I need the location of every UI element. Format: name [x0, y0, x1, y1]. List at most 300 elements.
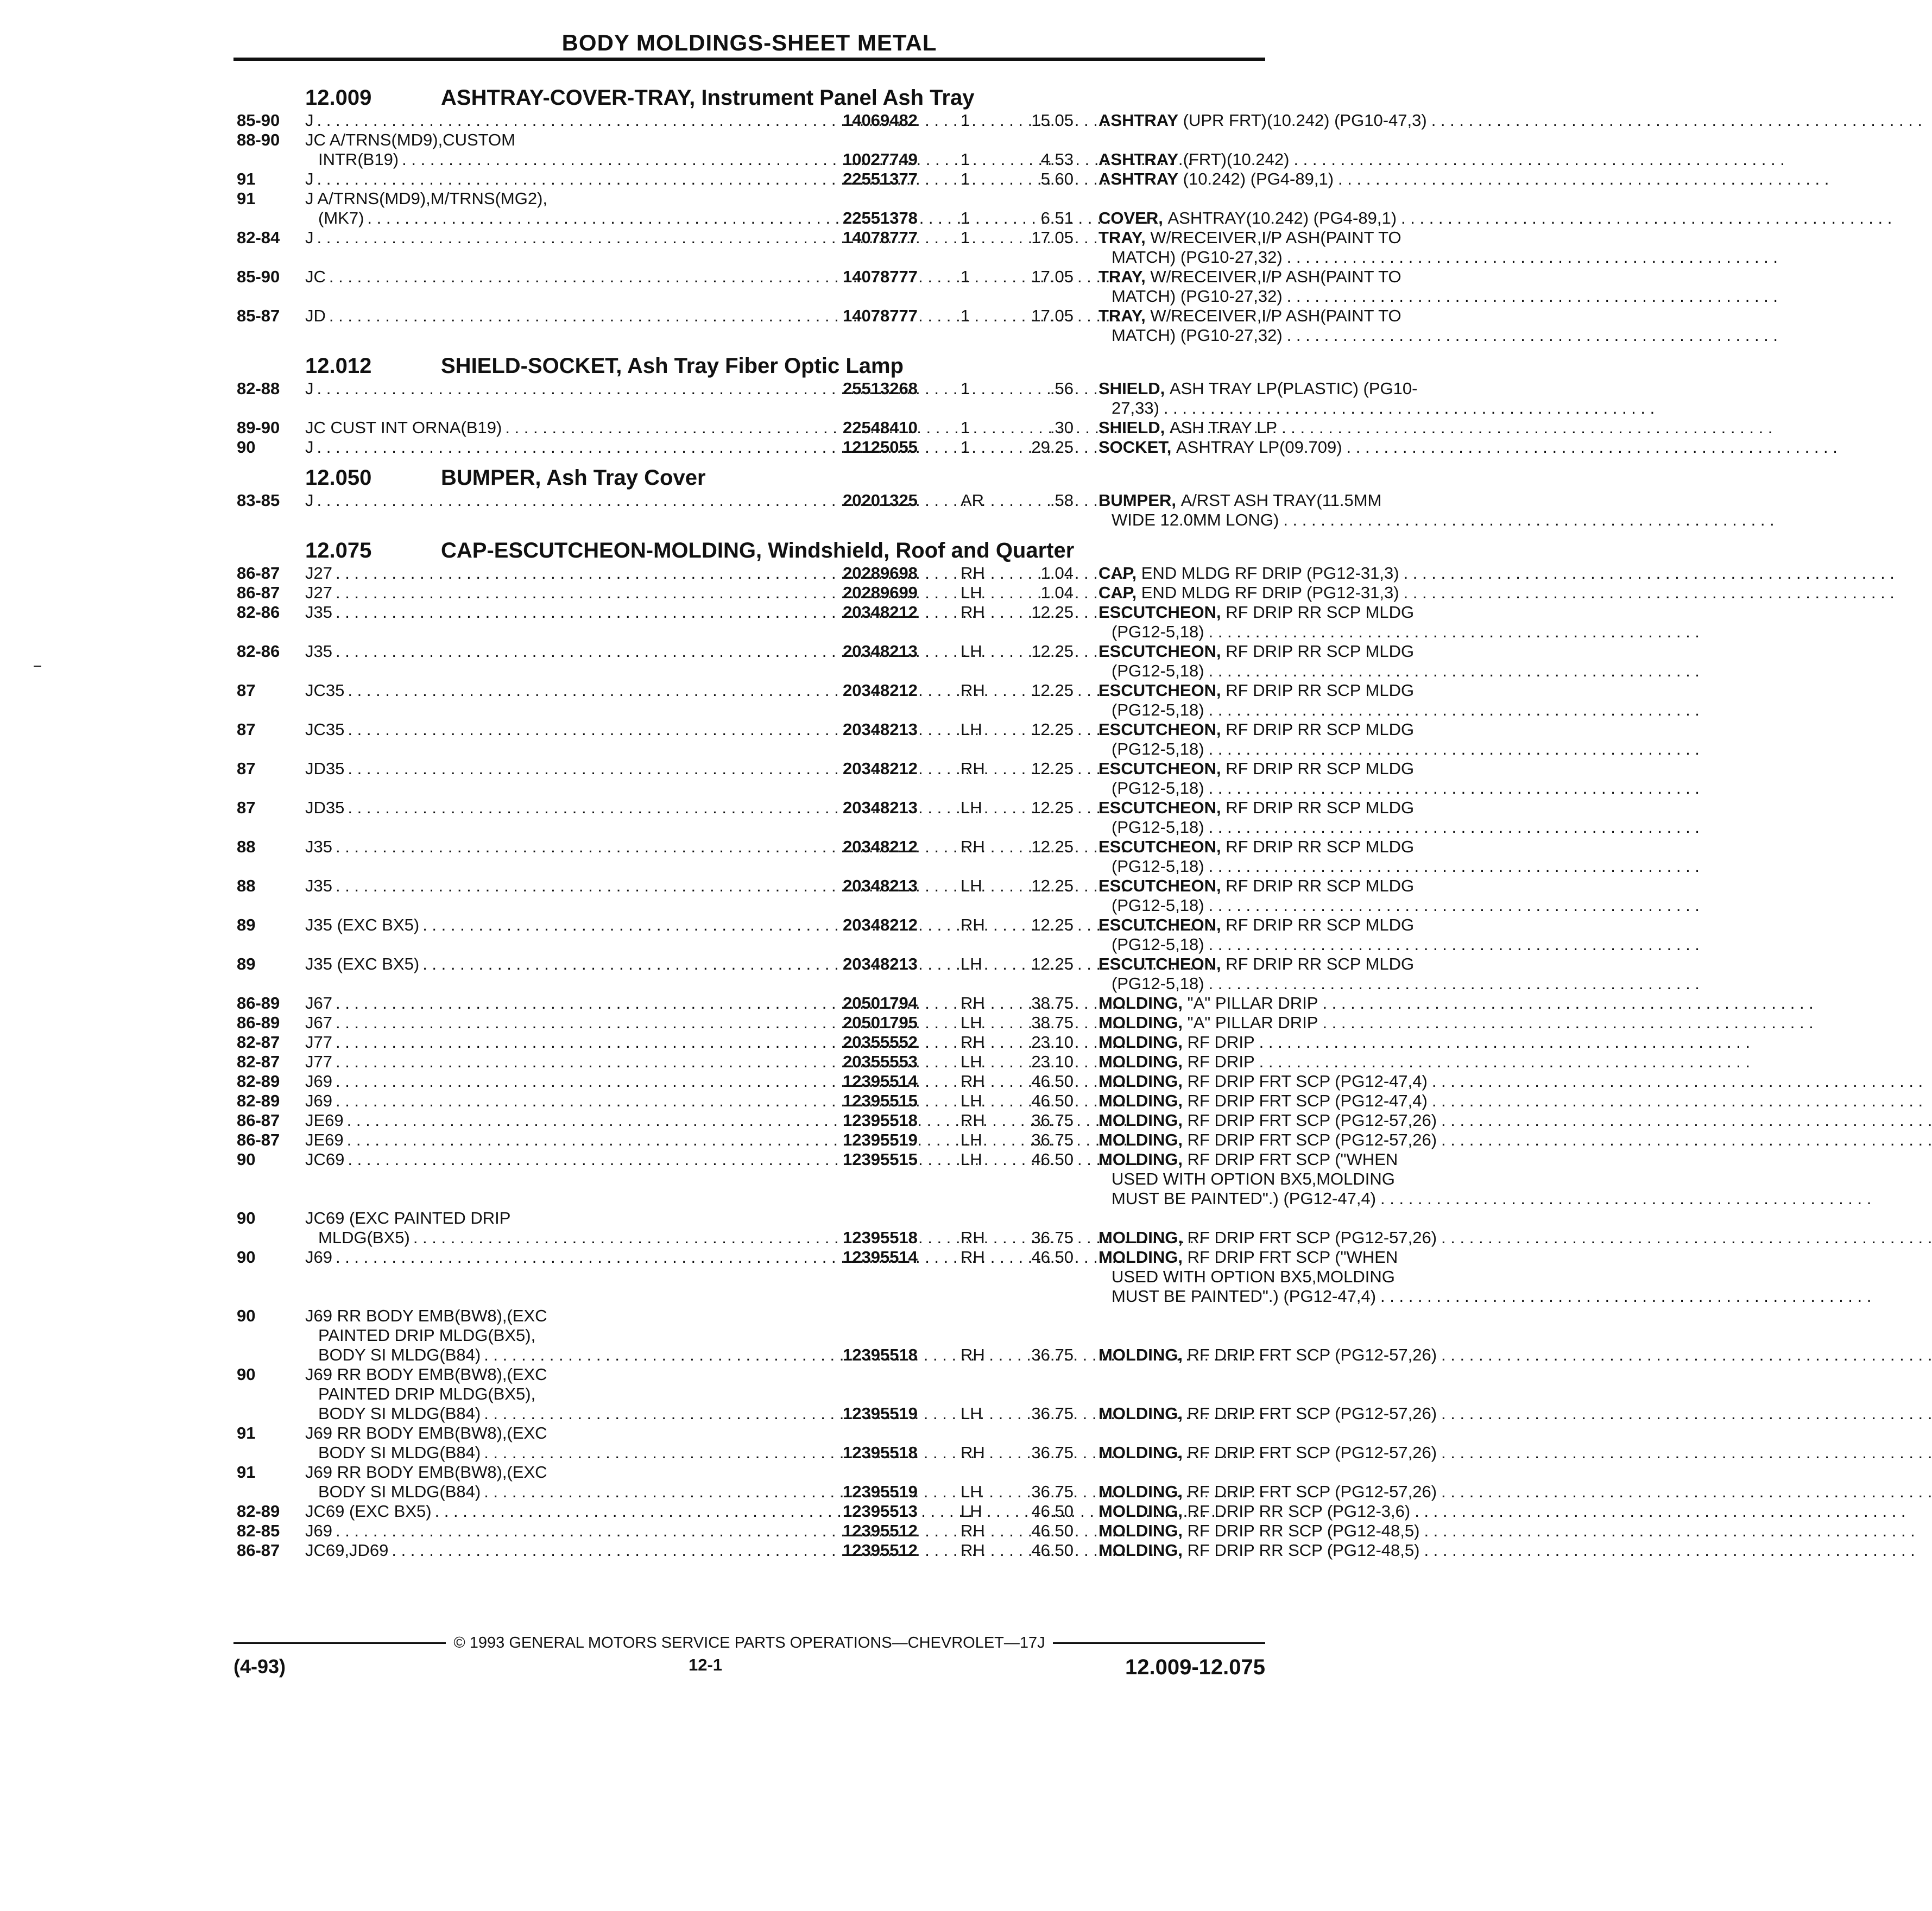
usage-line	[305, 1091, 843, 1111]
description-text: RF DRIP FRT SCP (PG12-47,4)	[1187, 1091, 1428, 1110]
usage-line	[305, 720, 843, 739]
price: 12.25	[1031, 681, 1074, 700]
usage-line	[305, 837, 843, 857]
part-number: 20348213	[843, 798, 918, 817]
usage-text: JC35	[305, 681, 345, 700]
page-title: BODY MOLDINGS-SHEET METAL	[561, 30, 937, 55]
usage-text: JC35	[305, 720, 345, 739]
price: 36.75	[1031, 1345, 1074, 1364]
leader-dots	[348, 681, 1138, 700]
table-row	[237, 1130, 1437, 1150]
price: 46.50	[1031, 1091, 1074, 1110]
description-line	[1098, 837, 1700, 857]
leader-dots	[505, 418, 1296, 438]
price: 23.10	[1031, 1052, 1074, 1071]
model-year: 91	[237, 1423, 256, 1442]
description-title: MOLDING,	[1098, 1541, 1183, 1560]
usage-line	[305, 564, 843, 583]
usage-line	[305, 681, 843, 700]
price: 12.25	[1031, 798, 1074, 817]
description-line	[1098, 935, 1700, 954]
section-name	[441, 356, 904, 376]
leader-dots	[336, 642, 1126, 661]
usage-cell	[305, 603, 843, 642]
model-year: 88-90	[237, 130, 280, 149]
model-year: 90	[237, 1248, 256, 1267]
quantity: LH	[961, 583, 982, 602]
price: 12.25	[1031, 603, 1074, 622]
description-text: (PG12-5,18)	[1112, 739, 1204, 758]
description-text: RF DRIP RR SCP MLDG	[1226, 837, 1415, 856]
price: 6.51	[1040, 208, 1074, 227]
description-text: MATCH) (PG10-27,32)	[1112, 287, 1283, 306]
usage-text: J35	[305, 642, 332, 661]
leader-dots	[348, 1150, 1138, 1169]
leader-dots	[336, 603, 1126, 622]
usage-line	[305, 189, 843, 208]
description-cell	[1098, 438, 1838, 457]
table-row	[237, 603, 1415, 642]
description-line	[1098, 491, 1775, 510]
description-line	[1098, 1228, 1932, 1248]
price: 15.05	[1031, 111, 1074, 130]
model-year: 88	[237, 837, 256, 856]
usage-cell	[305, 130, 843, 169]
usage-text: J67	[305, 994, 332, 1013]
part-number: 20289699	[843, 583, 918, 602]
description-title: ESCUTCHEON,	[1098, 915, 1221, 934]
usage-line	[305, 954, 843, 974]
part-number: 20348212	[843, 837, 918, 856]
description-line	[1098, 681, 1700, 700]
description-line	[1098, 896, 1700, 915]
description-cell	[1098, 1208, 1932, 1248]
description-title: MOLDING,	[1098, 1111, 1183, 1130]
footer-rule-right	[1053, 1642, 1265, 1644]
leader-dots	[1209, 896, 1700, 915]
description-line	[1098, 759, 1700, 779]
usage-cell	[305, 228, 843, 267]
model-year: 90	[237, 438, 256, 457]
section-name	[441, 468, 706, 488]
leader-dots	[336, 837, 1126, 857]
quantity: RH	[961, 681, 985, 700]
usage-cell	[305, 994, 843, 1013]
price: .56	[1050, 379, 1074, 398]
description-line	[1098, 739, 1700, 759]
table-row	[237, 1052, 1268, 1072]
leader-dots	[336, 1072, 1126, 1091]
usage-cell	[305, 111, 843, 130]
usage-text: J A/TRNS(MD9),M/TRNS(MG2),	[305, 189, 548, 208]
table-row	[237, 1111, 1437, 1130]
usage-cell	[305, 642, 843, 681]
model-year: 86-87	[237, 564, 280, 583]
description-title: ASHTRAY	[1098, 150, 1178, 169]
description-text: RF DRIP FRT SCP (PG12-57,26)	[1187, 1228, 1437, 1247]
description-line	[1098, 1521, 1915, 1541]
leader-dots	[1338, 169, 1829, 189]
description-line	[1098, 228, 1778, 248]
usage-cell	[305, 438, 843, 457]
section-name	[441, 541, 1074, 560]
quantity: 1	[961, 267, 970, 286]
description-line	[1098, 208, 1892, 228]
description-text: RF DRIP FRT SCP ("WHEN	[1187, 1248, 1398, 1267]
usage-text: JC A/TRNS(MD9),CUSTOM	[305, 130, 515, 149]
part-number: 25513268	[843, 379, 918, 398]
usage-line	[305, 1502, 843, 1521]
description-cell	[1098, 876, 1700, 915]
price: 12.25	[1031, 720, 1074, 739]
description-text: W/RECEIVER,I/P ASH(PAINT TO	[1150, 267, 1401, 286]
description-line	[1098, 1091, 1923, 1111]
leader-dots	[1322, 1013, 1813, 1033]
quantity: 1	[961, 418, 970, 437]
description-line	[1098, 287, 1778, 306]
section-name-bold: ASHTRAY-COVER-TRAY,	[441, 86, 696, 110]
model-year: 83-85	[237, 491, 280, 510]
description-text: RF DRIP RR SCP MLDG	[1226, 603, 1415, 622]
quantity: 1	[961, 438, 970, 457]
table-row	[237, 1463, 1437, 1502]
quantity: 1	[961, 111, 970, 130]
model-year: 85-90	[237, 111, 280, 130]
usage-text: J69	[305, 1072, 332, 1091]
description-cell	[1098, 1091, 1923, 1111]
table-row	[237, 491, 1382, 530]
table-row	[237, 1306, 1437, 1365]
model-year: 87	[237, 759, 256, 778]
part-number: 12125055	[843, 438, 918, 457]
description-title: SHIELD,	[1098, 418, 1165, 437]
description-text: ASH TRAY LP	[1169, 418, 1278, 437]
part-number: 12395514	[843, 1248, 918, 1267]
quantity: LH	[961, 1013, 982, 1032]
leader-dots	[1209, 818, 1700, 837]
quantity: RH	[961, 759, 985, 778]
usage-cell	[305, 1013, 843, 1033]
usage-line	[305, 208, 843, 228]
price: 46.50	[1031, 1541, 1074, 1560]
table-row	[237, 438, 1342, 457]
description-text: 27,33)	[1112, 398, 1159, 417]
description-title: MOLDING,	[1098, 1521, 1183, 1540]
part-number: 12395512	[843, 1521, 918, 1540]
quantity: LH	[961, 1052, 982, 1071]
part-number: 12395512	[843, 1541, 918, 1560]
quantity: LH	[961, 798, 982, 817]
model-year: 85-87	[237, 306, 280, 325]
description-title: MOLDING,	[1098, 1404, 1183, 1423]
usage-text: J35	[305, 876, 332, 895]
description-title: MOLDING,	[1098, 1013, 1183, 1032]
leader-dots	[1287, 248, 1778, 267]
table-row	[237, 915, 1415, 954]
parts-listing	[237, 77, 1437, 1560]
usage-line	[305, 1208, 843, 1228]
leader-dots	[317, 438, 1108, 457]
usage-cell	[305, 1423, 843, 1463]
usage-text: J69 RR BODY EMB(BW8),(EXC	[305, 1306, 547, 1325]
leader-dots	[336, 876, 1126, 896]
usage-text: BODY SI MLDG(B84)	[318, 1404, 481, 1423]
usage-text: J69	[305, 1091, 332, 1110]
leader-dots	[484, 1345, 1274, 1365]
part-number: 20289698	[843, 564, 918, 583]
description-text: (PG12-5,18)	[1112, 974, 1204, 993]
description-text: (PG12-5,18)	[1112, 622, 1204, 641]
description-text: (PG12-5,18)	[1112, 661, 1204, 680]
usage-line	[305, 111, 843, 130]
description-line	[1098, 379, 1655, 398]
part-number: 20355552	[843, 1033, 918, 1052]
usage-text: J	[305, 438, 314, 457]
leader-dots	[484, 1404, 1274, 1423]
quantity: RH	[961, 1541, 985, 1560]
quantity: 1	[961, 228, 970, 247]
description-text: (PG12-5,18)	[1112, 896, 1204, 915]
section-name-rest: Instrument Panel Ash Tray	[695, 86, 975, 110]
description-cell	[1098, 1541, 1915, 1560]
description-title: CAP,	[1098, 583, 1137, 602]
quantity: 1	[961, 169, 970, 188]
leader-dots	[1283, 510, 1774, 530]
price: 46.50	[1031, 1072, 1074, 1091]
description-cell	[1098, 1033, 1750, 1052]
description-line	[1098, 857, 1700, 876]
description-title: MOLDING,	[1098, 1443, 1183, 1462]
usage-cell	[305, 189, 843, 228]
model-year: 90	[237, 1306, 256, 1325]
model-year: 90	[237, 1365, 256, 1384]
usage-text: J	[305, 379, 314, 398]
description-text: USED WITH OPTION BX5,MOLDING	[1112, 1267, 1395, 1286]
usage-text: PAINTED DRIP MLDG(BX5),	[318, 1384, 536, 1403]
description-title: MOLDING,	[1098, 1150, 1183, 1169]
quantity: RH	[961, 1072, 985, 1091]
table-row	[237, 228, 1401, 267]
usage-line	[305, 1072, 843, 1091]
description-text: RF DRIP RR SCP MLDG	[1226, 798, 1415, 817]
page-number: 12-1	[688, 1655, 723, 1674]
description-line	[1098, 1072, 1923, 1091]
model-year: 86-89	[237, 1013, 280, 1032]
description-line	[1098, 1052, 1750, 1072]
table-row	[237, 111, 1427, 130]
description-line	[1098, 1033, 1750, 1052]
description-text: (UPR FRT)(10.242) (PG10-47,3)	[1183, 111, 1427, 130]
model-year: 82-89	[237, 1072, 280, 1091]
leader-dots	[1401, 208, 1892, 228]
usage-line	[305, 759, 843, 779]
usage-text: J	[305, 228, 314, 247]
margin-mark	[34, 666, 41, 667]
model-year: 86-89	[237, 994, 280, 1013]
quantity: RH	[961, 1248, 985, 1267]
quantity: LH	[961, 1502, 982, 1521]
part-number: 20348213	[843, 954, 918, 973]
quantity: LH	[961, 1130, 982, 1149]
description-title: ESCUTCHEON,	[1098, 837, 1221, 856]
leader-dots	[1209, 857, 1700, 876]
table-row	[237, 267, 1401, 306]
table-row	[237, 583, 1399, 603]
description-text: "A" PILLAR DRIP	[1187, 994, 1318, 1013]
usage-cell	[305, 954, 843, 994]
model-year: 91	[237, 189, 256, 208]
usage-cell	[305, 681, 843, 720]
table-row	[237, 1072, 1428, 1091]
table-row	[237, 1248, 1398, 1306]
description-line	[1098, 1169, 1871, 1189]
price: 17.05	[1031, 228, 1074, 247]
description-line	[1098, 818, 1700, 837]
description-title: MOLDING,	[1098, 1052, 1183, 1071]
usage-text: JC CUST INT ORNA(B19)	[305, 418, 502, 437]
usage-line	[305, 491, 843, 510]
usage-line	[305, 915, 843, 935]
quantity: LH	[961, 642, 982, 661]
leader-dots	[336, 1033, 1126, 1052]
part-number: 12395519	[843, 1482, 918, 1501]
price: 46.50	[1031, 1521, 1074, 1540]
leader-dots	[347, 1111, 1138, 1130]
leader-dots	[484, 1443, 1274, 1463]
leader-dots	[1380, 1189, 1871, 1208]
leader-dots	[1441, 1443, 1932, 1463]
leader-dots	[422, 915, 1213, 935]
usage-text: J69	[305, 1521, 332, 1540]
usage-cell	[305, 915, 843, 954]
model-year: 86-87	[237, 583, 280, 602]
table-row	[237, 189, 1397, 228]
part-number: 20348212	[843, 603, 918, 622]
description-text: RF DRIP FRT SCP (PG12-57,26)	[1187, 1345, 1437, 1364]
copyright-text: © 1993 GENERAL MOTORS SERVICE PARTS OPERATIONS—CHEVROLET—17J	[453, 1634, 1045, 1651]
usage-cell	[305, 1248, 843, 1306]
leader-dots	[1164, 398, 1655, 418]
part-number: 12395515	[843, 1150, 918, 1169]
usage-cell	[305, 267, 843, 306]
description-cell	[1098, 583, 1895, 603]
usage-line	[305, 1306, 843, 1326]
usage-text: PAINTED DRIP MLDG(BX5),	[318, 1326, 536, 1345]
description-text: MATCH) (PG10-27,32)	[1112, 248, 1283, 267]
part-number: 20355553	[843, 1052, 918, 1071]
table-row	[237, 1208, 1437, 1248]
price: 12.25	[1031, 837, 1074, 856]
leader-dots	[484, 1482, 1274, 1502]
usage-text: JD35	[305, 798, 345, 817]
model-year: 87	[237, 681, 256, 700]
description-line	[1098, 700, 1700, 720]
quantity: 1	[961, 306, 970, 325]
usage-line	[305, 418, 843, 438]
description-text: RF DRIP RR SCP MLDG	[1226, 681, 1415, 700]
model-year: 86-87	[237, 1541, 280, 1560]
price: 12.25	[1031, 642, 1074, 661]
description-title: BUMPER,	[1098, 491, 1176, 510]
description-text: RF DRIP FRT SCP (PG12-57,26)	[1187, 1130, 1437, 1149]
leader-dots	[1259, 1033, 1750, 1052]
description-line	[1098, 248, 1778, 267]
leader-dots	[1431, 111, 1922, 130]
usage-text: BODY SI MLDG(B84)	[318, 1443, 481, 1462]
section-heading	[237, 534, 1268, 560]
usage-cell	[305, 1541, 843, 1560]
table-row	[237, 1150, 1398, 1208]
leader-dots	[1209, 739, 1700, 759]
usage-text: J77	[305, 1033, 332, 1052]
leader-dots	[1380, 1287, 1871, 1306]
description-cell	[1098, 1130, 1932, 1150]
description-line	[1098, 603, 1700, 622]
usage-text: J35 (EXC BX5)	[305, 915, 420, 934]
leader-dots	[317, 111, 1108, 130]
leader-dots	[317, 491, 1108, 510]
table-row	[237, 759, 1415, 798]
description-line	[1098, 438, 1838, 457]
usage-text: J	[305, 491, 314, 510]
model-year: 82-87	[237, 1033, 280, 1052]
part-number: 12395518	[843, 1228, 918, 1247]
section-number: 12.009	[305, 86, 372, 110]
leader-dots	[1347, 438, 1838, 457]
usage-line	[305, 1345, 843, 1365]
description-cell	[1098, 681, 1700, 720]
quantity: RH	[961, 1111, 985, 1130]
description-title: TRAY,	[1098, 267, 1146, 286]
description-text: END MLDG RF DRIP (PG12-31,3)	[1141, 564, 1399, 583]
description-title: ESCUTCHEON,	[1098, 720, 1221, 739]
usage-text: J35	[305, 603, 332, 622]
model-year: 82-87	[237, 1052, 280, 1071]
description-cell	[1098, 1150, 1871, 1208]
description-title: MOLDING,	[1098, 1502, 1183, 1521]
usage-text: J69 RR BODY EMB(BW8),(EXC	[305, 1463, 547, 1482]
description-cell	[1098, 1521, 1915, 1541]
description-text: W/RECEIVER,I/P ASH(PAINT TO	[1150, 228, 1401, 247]
description-cell	[1098, 228, 1778, 267]
section-number: 12.075	[305, 539, 372, 562]
section-name	[441, 86, 975, 110]
price: 17.05	[1031, 267, 1074, 286]
section-heading	[237, 81, 1268, 110]
table-row	[237, 130, 1290, 169]
model-year: 89	[237, 954, 256, 973]
usage-cell	[305, 1502, 843, 1521]
model-year: 82-86	[237, 642, 280, 661]
description-cell	[1098, 1072, 1923, 1091]
description-cell	[1098, 1111, 1932, 1130]
description-line	[1098, 994, 1814, 1013]
leader-dots	[1209, 974, 1700, 994]
leader-dots	[1281, 418, 1772, 438]
description-title: MOLDING,	[1098, 1248, 1183, 1267]
description-line	[1098, 1248, 1871, 1267]
description-text: (PG12-5,18)	[1112, 857, 1204, 876]
leader-dots	[1441, 1482, 1932, 1502]
quantity: 1	[961, 379, 970, 398]
section-heading	[237, 461, 1268, 488]
price: 1.04	[1040, 583, 1074, 602]
model-year: 85-90	[237, 267, 280, 286]
leader-dots	[348, 759, 1138, 779]
leader-dots	[1209, 661, 1700, 681]
usage-line	[305, 438, 843, 457]
usage-line	[305, 1248, 843, 1267]
